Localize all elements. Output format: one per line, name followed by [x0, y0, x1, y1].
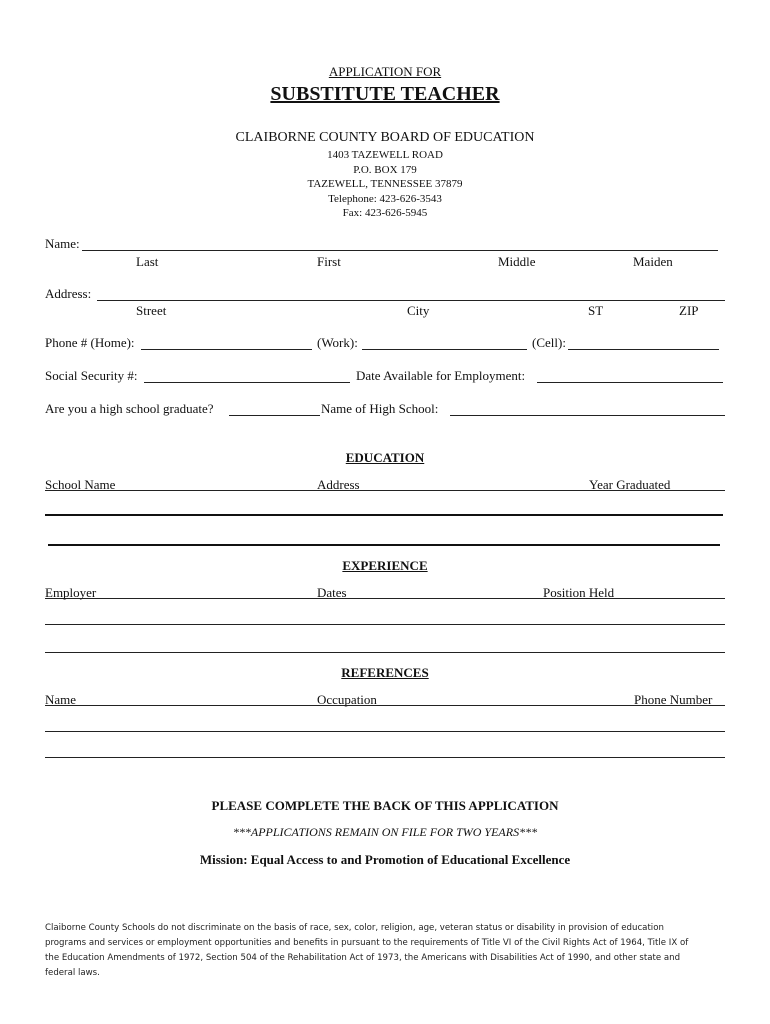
name-sub-middle: Middle [498, 254, 536, 269]
experience-heading: EXPERIENCE [342, 558, 428, 573]
education-header-line [45, 490, 725, 491]
references-row-2[interactable] [45, 757, 725, 758]
references-col-phone: Phone Number [634, 692, 713, 707]
address-street: 1403 TAZEWELL ROAD [327, 149, 443, 161]
address-field[interactable] [97, 300, 725, 301]
phone-home-field[interactable] [141, 349, 312, 350]
name-sub-last: Last [136, 254, 159, 269]
experience-row-2[interactable] [45, 652, 725, 653]
board-name: CLAIBORNE COUNTY BOARD OF EDUCATION [235, 130, 535, 145]
education-row-1[interactable] [45, 514, 723, 516]
address-sub-city: City [407, 303, 430, 318]
experience-col-employer: Employer [45, 585, 97, 600]
date-available-field[interactable] [537, 382, 723, 383]
name-sub-first: First [317, 254, 341, 269]
fax: Fax: 423-626-5945 [342, 207, 428, 219]
hs-grad-field[interactable] [229, 415, 320, 416]
address-pobox: P.O. BOX 179 [353, 164, 417, 176]
address-sub-street: Street [136, 303, 167, 318]
education-col-address: Address [317, 477, 360, 492]
experience-col-dates: Dates [317, 585, 347, 600]
address-city: TAZEWELL, TENNESSEE 37879 [307, 178, 463, 190]
experience-row-1[interactable] [45, 624, 725, 625]
education-col-year: Year Graduated [589, 477, 671, 492]
references-col-name: Name [45, 692, 77, 707]
references-col-occupation: Occupation [317, 692, 377, 707]
mission-statement: Mission: Equal Access to and Promotion of Educational Excellence [199, 852, 571, 867]
experience-header-line [45, 598, 725, 599]
hs-name-label: Name of High School: [321, 401, 439, 416]
references-header-line [45, 705, 725, 706]
phone-cell-label: (Cell): [532, 335, 566, 350]
name-sub-maiden: Maiden [633, 254, 673, 269]
address-label: Address: [45, 286, 92, 301]
address-sub-zip: ZIP [679, 303, 699, 318]
name-field[interactable] [82, 250, 718, 251]
address-sub-st: ST [588, 303, 604, 318]
phone-work-field[interactable] [362, 349, 527, 350]
references-heading: REFERENCES [341, 665, 429, 680]
telephone: Telephone: 423-626-3543 [328, 193, 442, 205]
form-title: SUBSTITUTE TEACHER [270, 83, 500, 105]
phone-cell-field[interactable] [568, 349, 719, 350]
experience-col-position: Position Held [543, 585, 615, 600]
nondiscrimination-notice: Claiborne County Schools do not discriminate on the basis of race, sex, color, religion, age, veteran status or disability in provision of education programs and services or employment opportunities and benefits in pursuant to the requirements of Title VI of the Civil Rights Act of 1964, Title IX of the Education Amendments of 1972, Section 504 of the Rehabilitation Act of 1973, the Americans with Disabilities Act of 1990, and other state and federal laws. [45, 923, 689, 978]
education-col-school: School Name [45, 477, 116, 492]
phone-home-label: Phone # (Home): [45, 335, 135, 350]
education-row-2[interactable] [48, 544, 720, 546]
ssn-field[interactable] [144, 382, 350, 383]
hs-name-field[interactable] [450, 415, 725, 416]
name-label: Name: [45, 236, 80, 251]
hs-grad-label: Are you a high school graduate? [45, 401, 214, 416]
application-for-label: APPLICATION FOR [328, 64, 442, 79]
on-file-notice: ***APPLICATIONS REMAIN ON FILE FOR TWO YEARS*** [232, 825, 538, 839]
ssn-label: Social Security #: [45, 368, 138, 383]
phone-work-label: (Work): [317, 335, 358, 350]
references-row-1[interactable] [45, 731, 725, 732]
complete-back-notice: PLEASE COMPLETE THE BACK OF THIS APPLICATION [211, 798, 559, 813]
date-available-label: Date Available for Employment: [356, 368, 526, 383]
education-heading: EDUCATION [345, 450, 425, 465]
